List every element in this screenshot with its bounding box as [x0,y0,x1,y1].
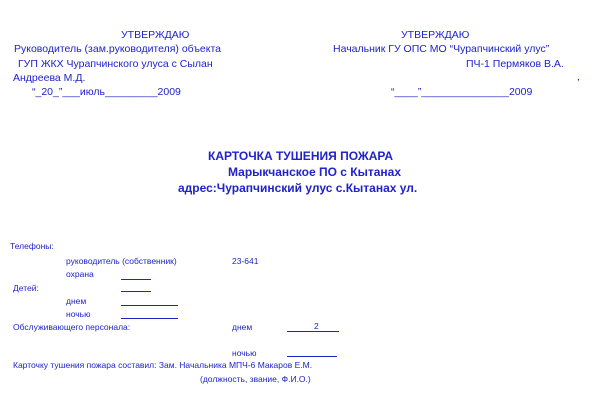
approve-left-position: Руководитель (зам.руководителя) объекта [14,43,221,55]
staff-night-blank [287,356,337,357]
staff-day-value: 2 [314,321,319,331]
approve-right-comma: , [577,71,580,83]
card-subtitle: Марыкчанское ПО с Кытанах [228,165,402,179]
children-total-blank [121,291,151,292]
approve-right-position: Начальник ГУ ОПС МО “Чурапчинский улус” [333,43,550,55]
staff-label: Обслуживающего персонала: [13,322,131,332]
author-text: Карточку тушения пожара составил: Зам. Начальника МПЧ-6 Макаров Е.М. [13,360,313,370]
card-address: адрес:Чурапчинский улус с.Кытанах ул. [178,181,418,195]
owner-label: руководитель (собственник) [66,256,177,266]
owner-phone: 23-641 [232,256,259,266]
children-day-label: днем [66,296,87,306]
staff-day-blank [287,331,339,332]
children-label: Детей: [13,283,39,293]
guard-label: охрана [66,269,94,279]
guard-phone-blank [121,279,151,280]
approve-left-date: “_20_”___июль_________2009 [32,86,181,98]
author-caption: (должность, звание, Ф.И.О.) [200,374,311,384]
approve-left-heading: УТВЕРЖДАЮ [121,29,190,41]
approve-right-heading: УТВЕРЖДАЮ [401,29,470,41]
phones-label: Телефоны: [10,241,54,251]
card-title: КАРТОЧКА ТУШЕНИЯ ПОЖАРА [208,149,393,163]
approve-left-name: Андреева М.Д. [13,72,86,84]
staff-night-label: ночью [232,348,257,358]
children-night-label: ночью [66,309,91,319]
approve-left-organization: ГУП ЖКХ Чурапчинского улуса с Сылан [18,58,213,70]
children-night-blank [121,318,178,319]
staff-day-label: днем [232,322,253,332]
children-day-blank [121,305,178,306]
approve-right-name: ПЧ-1 Пермяков В.А. [466,58,564,70]
approve-right-date: “____”_______________2009 [391,86,533,98]
